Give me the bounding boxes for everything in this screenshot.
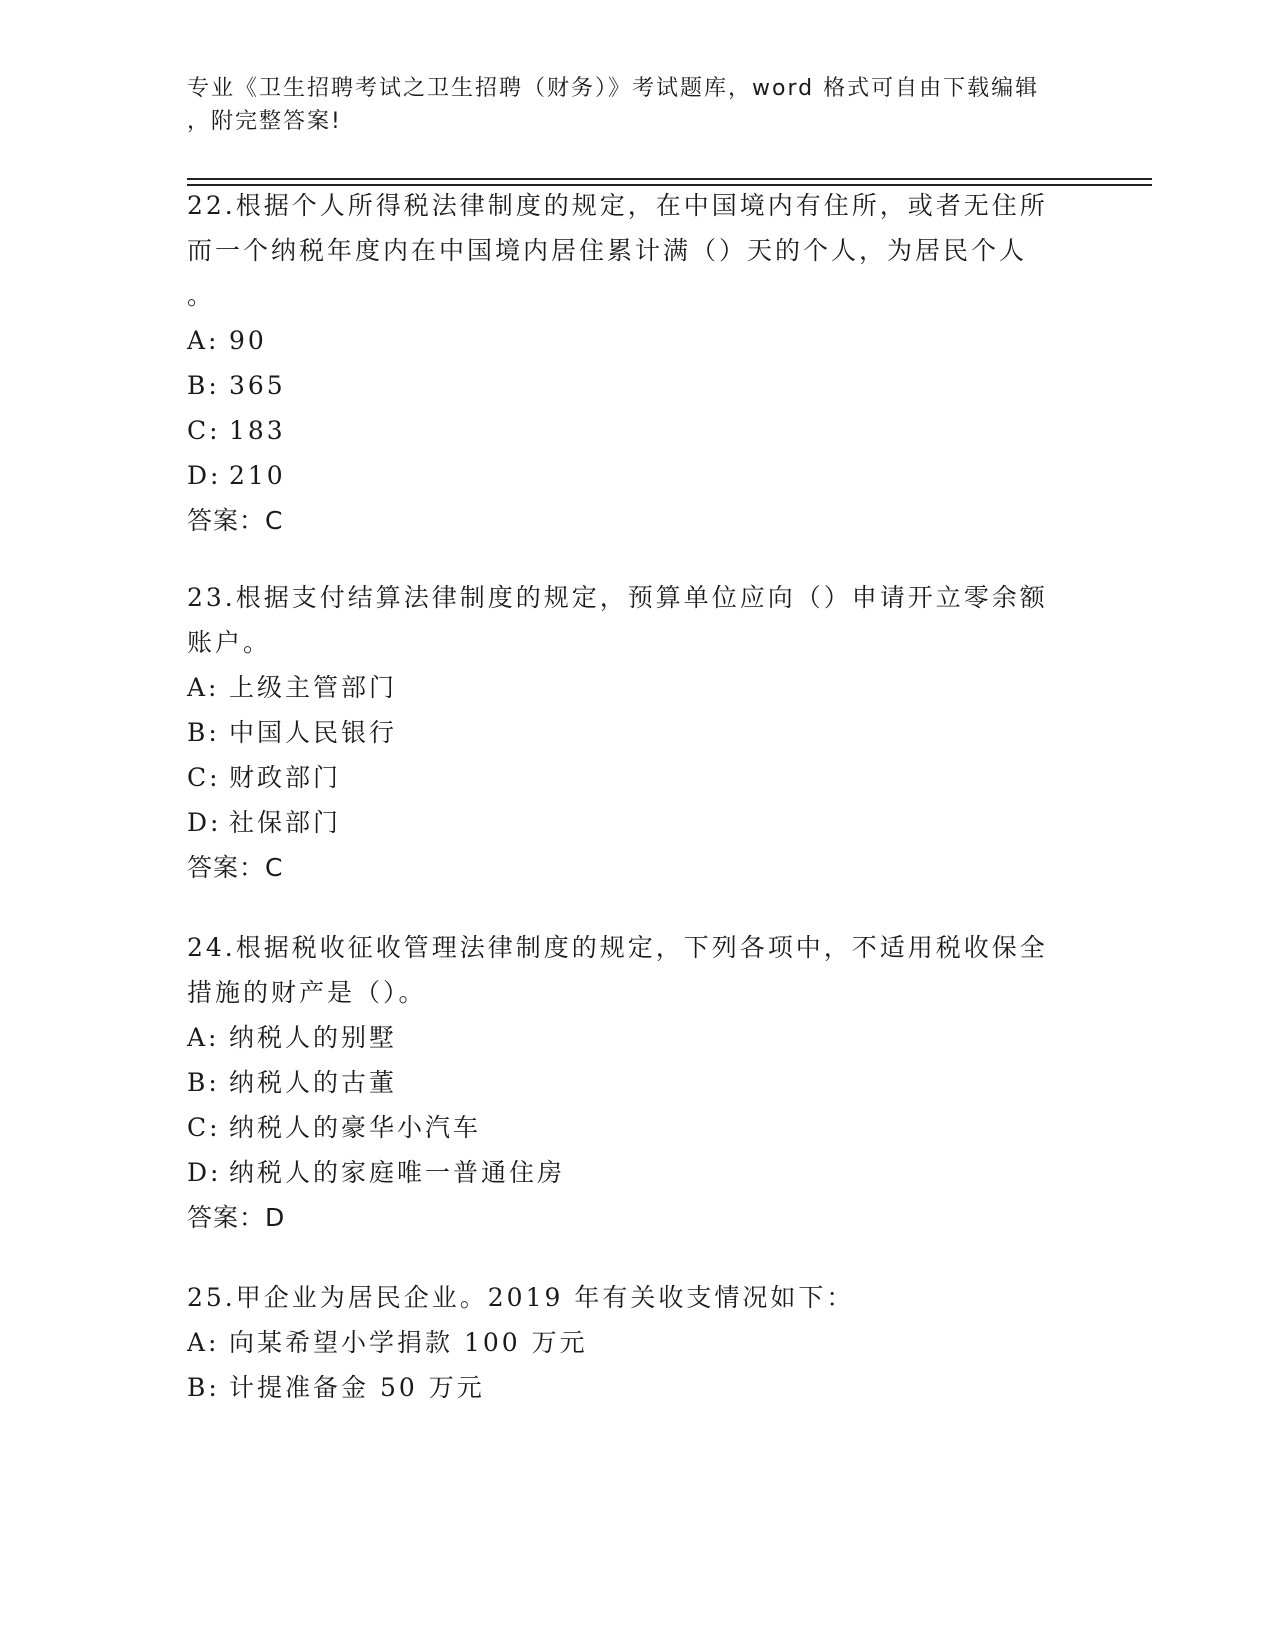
option-b	[187, 1060, 1067, 1105]
option-a	[187, 1320, 1067, 1365]
option-c	[187, 408, 1067, 453]
document-header	[187, 72, 1067, 138]
option-letter: D:	[187, 461, 222, 490]
option-letter: B:	[187, 718, 220, 747]
option-text: 纳税人的古董	[229, 1068, 398, 1097]
option-letter: C:	[187, 1113, 221, 1142]
option-text: 纳税人的别墅	[229, 1023, 398, 1052]
question-line: 而一个纳税年度内在中国境内居住累计满（）天的个人，为居民个人	[187, 236, 1028, 265]
question-25	[187, 1275, 1067, 1410]
option-letter: D:	[187, 1158, 222, 1187]
question-22	[187, 183, 1067, 543]
option-b	[187, 710, 1067, 755]
option-letter: C:	[187, 416, 221, 445]
question-line: 24.根据税收征收管理法律制度的规定，下列各项中，不适用税收保全	[187, 933, 1048, 962]
option-a	[187, 318, 1067, 363]
option-letter: D:	[187, 808, 222, 837]
option-text: 纳税人的豪华小汽车	[229, 1113, 482, 1142]
option-text: 90	[229, 326, 267, 355]
option-text: 183	[229, 416, 286, 445]
question-line: 22.根据个人所得税法律制度的规定，在中国境内有住所，或者无住所	[187, 191, 1048, 220]
option-letter: A:	[187, 326, 220, 355]
option-text: 社保部门	[229, 808, 342, 837]
option-letter: A:	[187, 1328, 220, 1357]
header-line-1: 专业《卫生招聘考试之卫生招聘（财务）》考试题库，word 格式可自由下载编辑	[187, 76, 1040, 101]
question-23	[187, 575, 1067, 890]
option-text: 纳税人的家庭唯一普通住房	[229, 1158, 566, 1187]
option-text: 向某希望小学捐款 100 万元	[229, 1328, 588, 1357]
option-letter: B:	[187, 371, 220, 400]
option-text: 上级主管部门	[229, 673, 398, 702]
option-b	[187, 363, 1067, 408]
answer: 答案：D	[187, 1203, 286, 1232]
option-text: 210	[229, 461, 286, 490]
question-line: 。	[187, 281, 216, 310]
option-d	[187, 453, 1067, 498]
option-c	[187, 755, 1067, 800]
option-letter: A:	[187, 1023, 220, 1052]
question-line: 23.根据支付结算法律制度的规定，预算单位应向（）申请开立零余额	[187, 583, 1048, 612]
option-text: 中国人民银行	[229, 718, 398, 747]
option-text: 财政部门	[229, 763, 342, 792]
question-line: 25.甲企业为居民企业。2019 年有关收支情况如下：	[187, 1283, 855, 1312]
question-line: 账户。	[187, 628, 272, 657]
option-letter: B:	[187, 1068, 220, 1097]
option-c	[187, 1105, 1067, 1150]
option-letter: C:	[187, 763, 221, 792]
question-line: 措施的财产是（）。	[187, 978, 427, 1007]
answer: 答案：C	[187, 506, 284, 535]
question-24	[187, 925, 1067, 1240]
header-divider-top	[187, 178, 1152, 180]
header-line-2: ，附完整答案!	[187, 109, 342, 134]
option-letter: A:	[187, 673, 220, 702]
option-d	[187, 1150, 1067, 1195]
option-letter: B:	[187, 1373, 220, 1402]
option-a	[187, 1015, 1067, 1060]
option-text: 365	[229, 371, 286, 400]
answer: 答案：C	[187, 853, 284, 882]
option-a	[187, 665, 1067, 710]
option-b	[187, 1365, 1067, 1410]
option-d	[187, 800, 1067, 845]
option-text: 计提准备金 50 万元	[229, 1373, 485, 1402]
